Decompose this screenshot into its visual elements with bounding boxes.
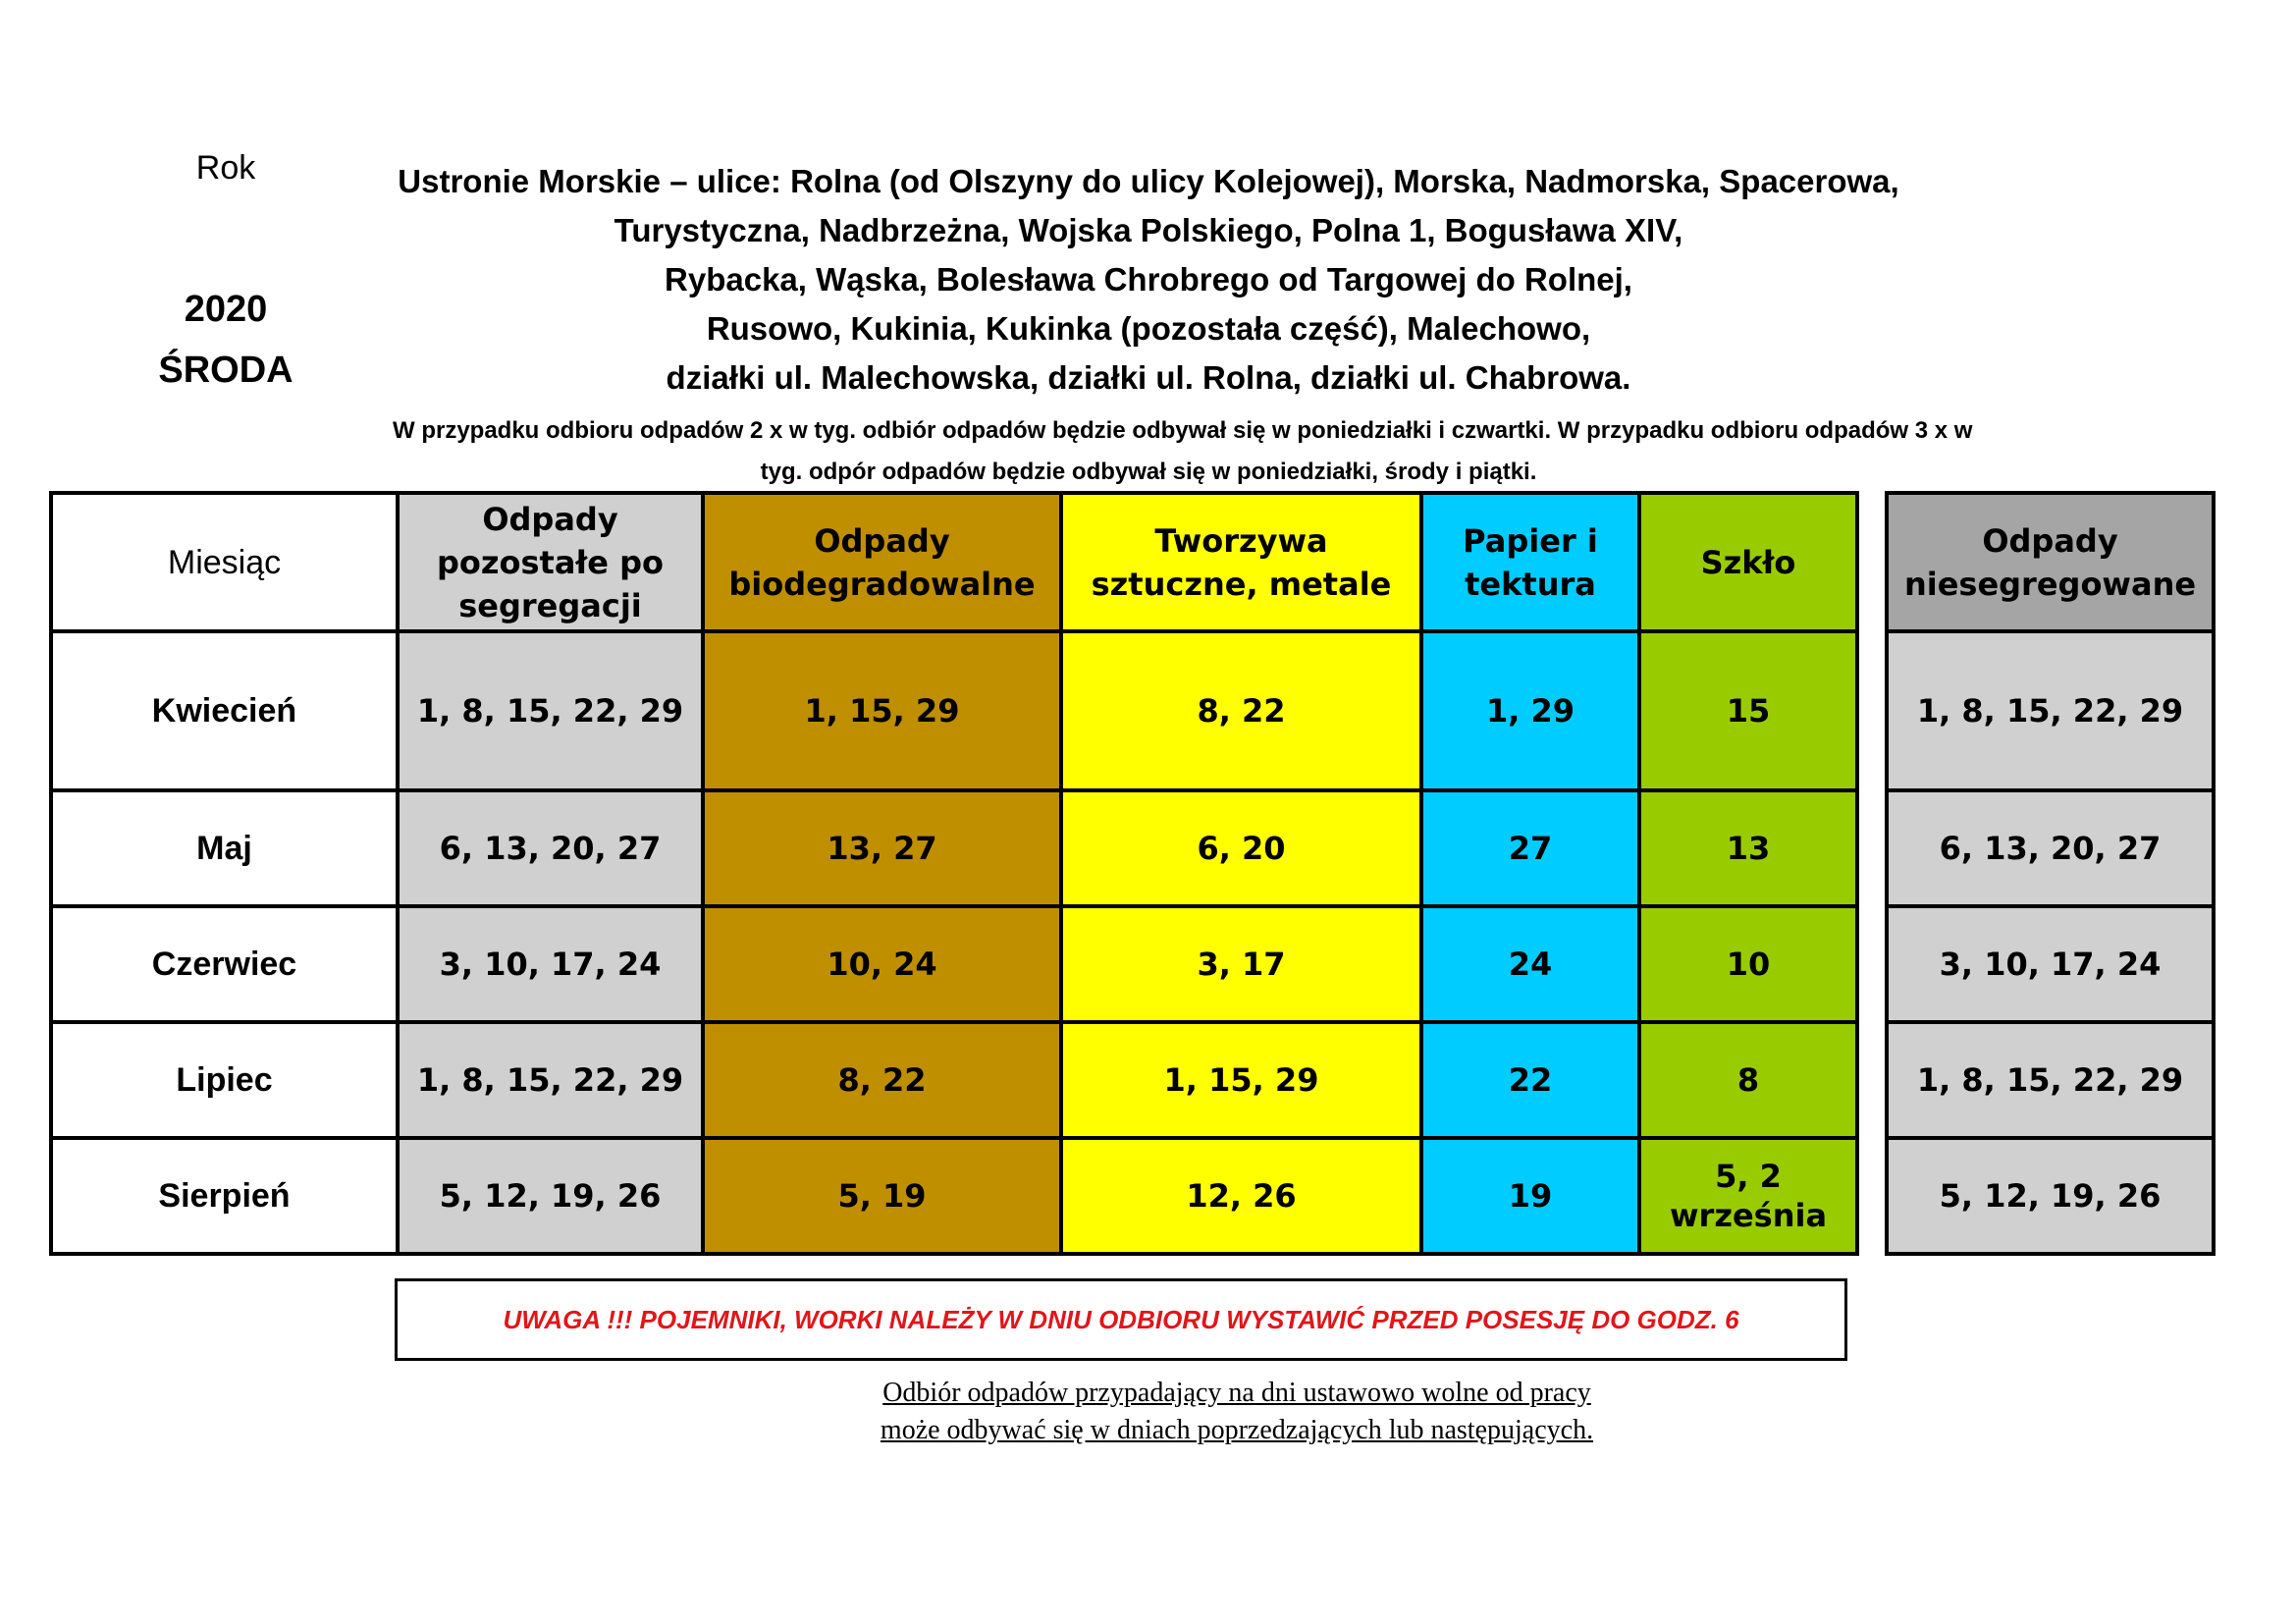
mixed-dates: 5, 12, 19, 26	[1887, 1138, 2214, 1254]
year-label: Rok	[195, 149, 256, 187]
glass-dates: 15	[1639, 631, 1857, 790]
streets-line: Turystyczna, Nadbrzeżna, Wojska Polskiego, Polna 1, Bogusława XIV,	[614, 212, 1683, 248]
plastic-dates: 3, 17	[1061, 906, 1421, 1022]
frequency-note-line: tyg. odpór odpadów będzie odbywał się w poniedziałki, środy i piątki.	[760, 459, 1537, 485]
paper-dates: 19	[1421, 1138, 1639, 1254]
column-gap	[1857, 631, 1887, 790]
mixed-dates: 1, 8, 15, 22, 29	[1887, 1022, 2214, 1138]
year-value: 2020	[184, 289, 268, 330]
column-header-glass: Szkło	[1639, 493, 1857, 631]
streets-line: działki ul. Malechowska, działki ul. Rolna, działki ul. Chabrowa.	[666, 359, 1631, 396]
table-row	[51, 1022, 2214, 1138]
paper-dates: 27	[1421, 790, 1639, 906]
holiday-note-line: może odbywać się w dniach poprzedzających lub następujących.	[880, 1415, 1594, 1445]
paper-dates: 24	[1421, 906, 1639, 1022]
glass-dates: 8	[1639, 1022, 1857, 1138]
frequency-note	[393, 410, 1973, 493]
rest-dates: 1, 8, 15, 22, 29	[398, 1022, 703, 1138]
glass-dates: 10	[1639, 906, 1857, 1022]
streets-line: Ustronie Morskie – ulice: Rolna (od Olszyny do ulicy Kolejowej), Morska, Nadmorska, Spacerowa,	[398, 163, 1899, 199]
month-cell: Kwiecień	[51, 631, 398, 790]
glass-dates: 13	[1639, 790, 1857, 906]
paper-dates: 22	[1421, 1022, 1639, 1138]
column-header-rest: Odpady pozostałe po segregacji	[398, 493, 703, 631]
holiday-note	[687, 1375, 1787, 1449]
bio-dates: 8, 22	[703, 1022, 1061, 1138]
mixed-dates: 6, 13, 20, 27	[1887, 790, 2214, 906]
month-cell: Maj	[51, 790, 398, 906]
month-cell: Czerwiec	[51, 906, 398, 1022]
glass-dates: 5, 2 września	[1639, 1138, 1857, 1254]
bio-dates: 13, 27	[703, 790, 1061, 906]
column-header-month: Miesiąc	[51, 493, 398, 631]
plastic-dates: 1, 15, 29	[1061, 1022, 1421, 1138]
frequency-note-line: W przypadku odbioru odpadów 2 x w tyg. odbiór odpadów będzie odbywał się w poniedziałki i czwartki. W przypadku odbioru odpadów 3 x w	[393, 417, 1973, 444]
streets-list	[393, 157, 1904, 403]
table-row	[51, 1138, 2214, 1254]
rest-dates: 1, 8, 15, 22, 29	[398, 631, 703, 790]
column-header-bio: Odpady biodegradowalne	[703, 493, 1061, 631]
warning-text: UWAGA !!! POJEMNIKI, WORKI NALEŻY W DNIU ODBIORU WYSTAWIĆ PRZED POSESJĘ DO GODZ. 6	[503, 1304, 1739, 1334]
holiday-note-line: Odbiór odpadów przypadający na dni ustawowo wolne od pracy	[882, 1378, 1591, 1408]
paper-dates: 1, 29	[1421, 631, 1639, 790]
column-header-mixed: Odpady niesegregowane	[1887, 493, 2214, 631]
table-row	[51, 790, 2214, 906]
table-row	[51, 631, 2214, 790]
plastic-dates: 6, 20	[1061, 790, 1421, 906]
header-row	[51, 493, 2214, 631]
collection-day: ŚRODA	[158, 350, 294, 391]
table-row	[51, 906, 2214, 1022]
plastic-dates: 8, 22	[1061, 631, 1421, 790]
column-gap	[1857, 1022, 1887, 1138]
warning-box	[395, 1278, 1847, 1361]
rest-dates: 5, 12, 19, 26	[398, 1138, 703, 1254]
rest-dates: 6, 13, 20, 27	[398, 790, 703, 906]
column-gap	[1857, 906, 1887, 1022]
column-gap	[1857, 493, 1887, 631]
plastic-dates: 12, 26	[1061, 1138, 1421, 1254]
mixed-dates: 3, 10, 17, 24	[1887, 906, 2214, 1022]
schedule-table	[49, 491, 2216, 1256]
column-gap	[1857, 1138, 1887, 1254]
month-cell: Sierpień	[51, 1138, 398, 1254]
bio-dates: 5, 19	[703, 1138, 1061, 1254]
month-cell: Lipiec	[51, 1022, 398, 1138]
column-header-paper: Papier i tektura	[1421, 493, 1639, 631]
streets-line: Rybacka, Wąska, Bolesława Chrobrego od Targowej do Rolnej,	[665, 261, 1632, 298]
mixed-dates: 1, 8, 15, 22, 29	[1887, 631, 2214, 790]
bio-dates: 10, 24	[703, 906, 1061, 1022]
column-header-plastic: Tworzywa sztuczne, metale	[1061, 493, 1421, 631]
streets-line: Rusowo, Kukinia, Kukinka (pozostała część), Malechowo,	[706, 310, 1591, 347]
rest-dates: 3, 10, 17, 24	[398, 906, 703, 1022]
bio-dates: 1, 15, 29	[703, 631, 1061, 790]
column-gap	[1857, 790, 1887, 906]
